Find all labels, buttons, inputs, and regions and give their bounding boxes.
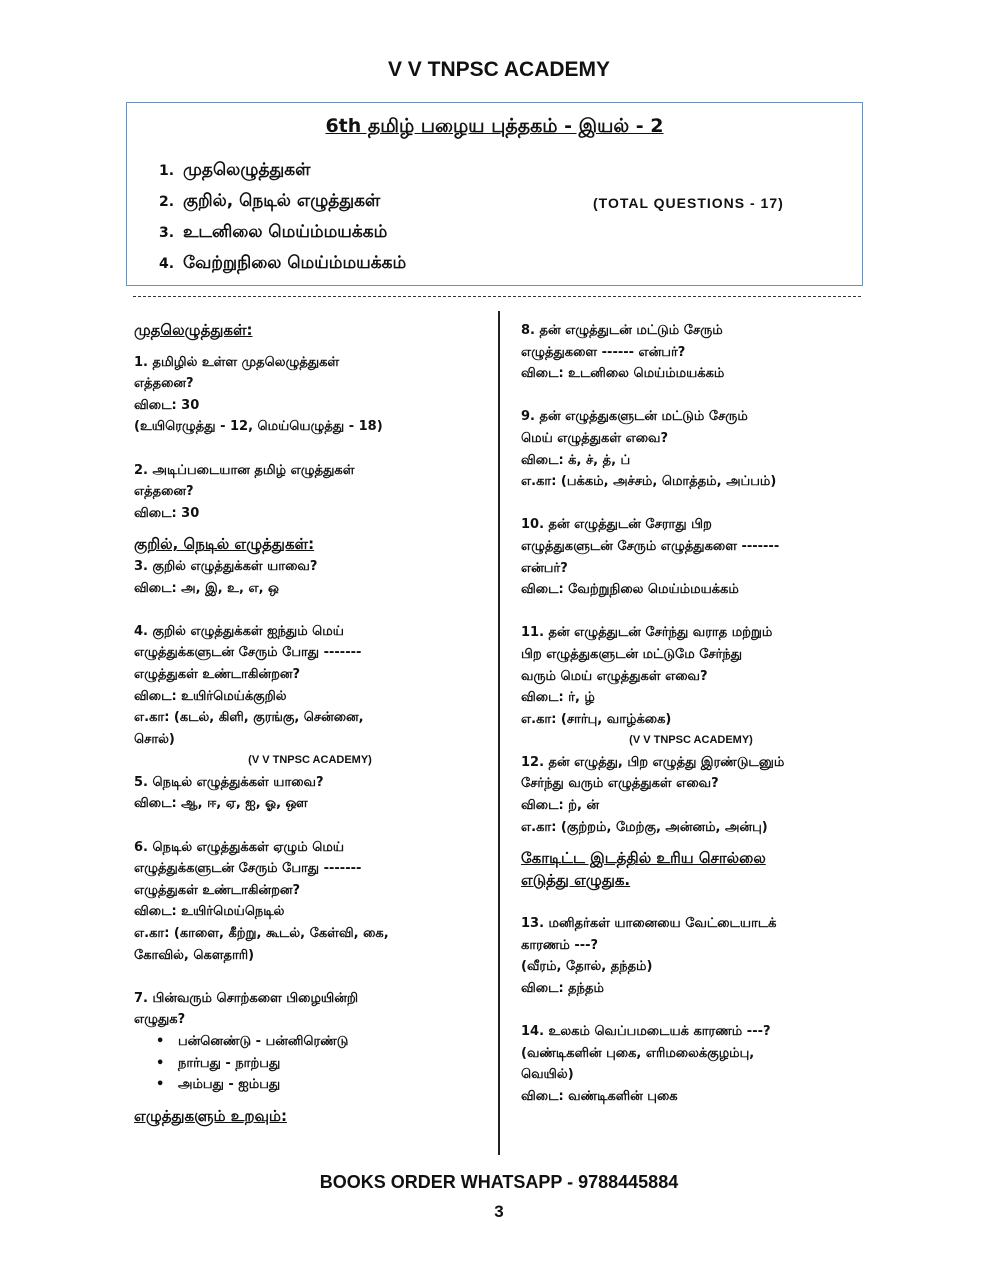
section-heading: கோடிட்ட இடத்தில் உரிய சொல்லை bbox=[521, 849, 766, 868]
question: 4. குறில் எழுத்துக்கள் ஐந்தும் மெய் bbox=[134, 623, 344, 639]
question: 12. தன் எழுத்து, பிற எழுத்து இரண்டுடனும் bbox=[521, 754, 785, 770]
note: (உயிரெழுத்து - 12, மெய்யெழுத்து - 18) bbox=[134, 419, 383, 435]
answer: விடை: ஆ, ஈ, ஏ, ஐ, ஓ, ஔ bbox=[134, 796, 308, 812]
question: 9. தன் எழுத்துகளுடன் மட்டும் சேரும் bbox=[521, 409, 748, 425]
question: 2. அடிப்படையான தமிழ் எழுத்துகள் bbox=[134, 462, 355, 478]
answer: விடை: வண்டிகளின் புகை bbox=[521, 1088, 678, 1104]
answer: விடை: உயிர்மெய்க்குறில் bbox=[134, 688, 287, 704]
topic-item: 3. உடனிலை மெய்ம்மயக்கம் bbox=[159, 222, 388, 242]
answer: விடை: க், ச், த், ப் bbox=[521, 452, 631, 468]
answer: விடை: உயிர்மெய்நெடில் bbox=[134, 904, 285, 920]
page-number: 3 bbox=[494, 1202, 504, 1221]
chapter-box bbox=[126, 102, 863, 286]
question: என்பர்? bbox=[521, 560, 568, 576]
answer: விடை: 30 bbox=[134, 397, 200, 413]
example: கோவில், கௌதாரி) bbox=[134, 947, 255, 963]
answer: விடை: உடனிலை மெய்ம்மயக்கம் bbox=[521, 366, 725, 382]
question: எழுத்துக்களுடன் சேரும் போது ------- bbox=[134, 645, 362, 661]
topic-item: 4. வேற்றுநிலை மெய்ம்மயக்கம் bbox=[159, 253, 407, 273]
options: (வண்டிகளின் புகை, எரிமலைக்குழம்பு, bbox=[521, 1045, 755, 1061]
example: எ.கா: (காளை, கீற்று, கூடல், கேள்வி, கை, bbox=[134, 926, 389, 942]
question: 5. நெடில் எழுத்துக்கள் யாவை? bbox=[134, 774, 324, 790]
question: வரும் மெய் எழுத்துகள் எவை? bbox=[521, 668, 708, 684]
example: சொல்) bbox=[134, 731, 175, 747]
example: எ.கா: (கடல், கிளி, குரங்கு, சென்னை, bbox=[134, 710, 364, 726]
question: சேர்ந்து வரும் எழுத்துகள் எவை? bbox=[521, 776, 719, 792]
question: எத்தனை? bbox=[134, 376, 194, 392]
topic-list bbox=[159, 155, 406, 279]
topic-item: 1. முதலெழுத்துகள் bbox=[159, 160, 311, 180]
question: 11. தன் எழுத்துடன் சேர்ந்து வராத மற்றும் bbox=[521, 625, 773, 641]
chapter-title: 6th தமிழ் பழைய புத்தகம் - இயல் - 2 bbox=[325, 115, 664, 137]
left-column bbox=[134, 320, 486, 1127]
order-footer: BOOKS ORDER WHATSAPP - 9788445884 bbox=[319, 1172, 679, 1192]
question: எத்தனை? bbox=[134, 484, 194, 500]
question: பிற எழுத்துகளுடன் மட்டுமே சேர்ந்து bbox=[521, 646, 743, 662]
bullet-list bbox=[134, 1031, 486, 1096]
section-heading: முதலெழுத்துகள்: bbox=[134, 321, 253, 339]
watermark-text: (V V TNPSC ACADEMY) bbox=[248, 754, 372, 767]
options: வெயில்) bbox=[521, 1067, 574, 1083]
topic-item: 2. குறில், நெடில் எழுத்துகள் bbox=[159, 191, 381, 211]
academy-title: V V TNPSC ACADEMY bbox=[387, 58, 611, 81]
section-heading: குறில், நெடில் எழுத்துகள்: bbox=[134, 535, 315, 554]
question: 6. நெடில் எழுத்துக்கள் ஏழும் மெய் bbox=[134, 839, 345, 855]
total-questions: (TOTAL QUESTIONS - 17) bbox=[593, 195, 784, 211]
question: 1. தமிழில் உள்ள முதலெழுத்துகள் bbox=[134, 354, 340, 370]
question: 3. குறில் எழுத்துக்கள் யாவை? bbox=[134, 558, 318, 574]
question: 8. தன் எழுத்துடன் மட்டும் சேரும் bbox=[521, 323, 723, 338]
section-heading: எடுத்து எழுதுக. bbox=[521, 870, 631, 889]
section-heading: எழுத்துகளும் உறவும்: bbox=[134, 1106, 287, 1125]
question: எழுத்துகளுடன் சேரும் எழுத்துகளை ------- bbox=[521, 538, 780, 554]
answer: விடை: தந்தம் bbox=[521, 980, 604, 996]
question: எழுத்துகள் உண்டாகின்றன? bbox=[134, 666, 301, 682]
options: (வீரம், தோல், தந்தம்) bbox=[521, 959, 653, 975]
question: காரணம் ---? bbox=[521, 937, 599, 953]
example: எ.கா: (குற்றம், மேற்கு, அன்னம், அன்பு) bbox=[521, 819, 768, 835]
watermark-text: (V V TNPSC ACADEMY) bbox=[629, 734, 753, 747]
dashed-divider bbox=[133, 296, 861, 297]
question: எழுதுக? bbox=[134, 1012, 186, 1028]
answer: விடை: ற், ன் bbox=[521, 798, 600, 814]
example: எ.கா: (பக்கம், அச்சம், மொத்தம், அப்பம்) bbox=[521, 474, 777, 490]
example: எ.கா: (சார்பு, வாழ்க்கை) bbox=[521, 711, 672, 727]
column-divider bbox=[498, 311, 500, 1155]
list-item: • பன்னெண்டு - பன்னிரெண்டு bbox=[156, 1031, 486, 1053]
question: 10. தன் எழுத்துடன் சேராது பிற bbox=[521, 517, 712, 533]
question: எழுத்துக்களுடன் சேரும் போது ------- bbox=[134, 861, 362, 877]
answer: விடை: அ, இ, உ, எ, ஒ bbox=[134, 580, 279, 596]
list-item: • அம்பது - ஐம்பது bbox=[156, 1074, 486, 1096]
question: 7. பின்வரும் சொற்களை பிழையின்றி bbox=[134, 990, 359, 1006]
question: எழுத்துகளை ------ என்பர்? bbox=[521, 344, 686, 360]
question: மெய் எழுத்துகள் எவை? bbox=[521, 430, 669, 446]
answer: விடை: வேற்றுநிலை மெய்ம்மயக்கம் bbox=[521, 582, 739, 598]
right-column bbox=[521, 320, 861, 1107]
question: 13. மனிதர்கள் யானையை வேட்டையாடக் bbox=[521, 916, 777, 932]
question: எழுத்துகள் உண்டாகின்றன? bbox=[134, 882, 301, 898]
list-item: • நார்பது - நாற்பது bbox=[156, 1053, 486, 1075]
answer: விடை: 30 bbox=[134, 505, 200, 521]
question: 14. உலகம் வெப்பமடையக் காரணம் ---? bbox=[521, 1024, 771, 1039]
answer: விடை: ர், ழ் bbox=[521, 690, 595, 706]
